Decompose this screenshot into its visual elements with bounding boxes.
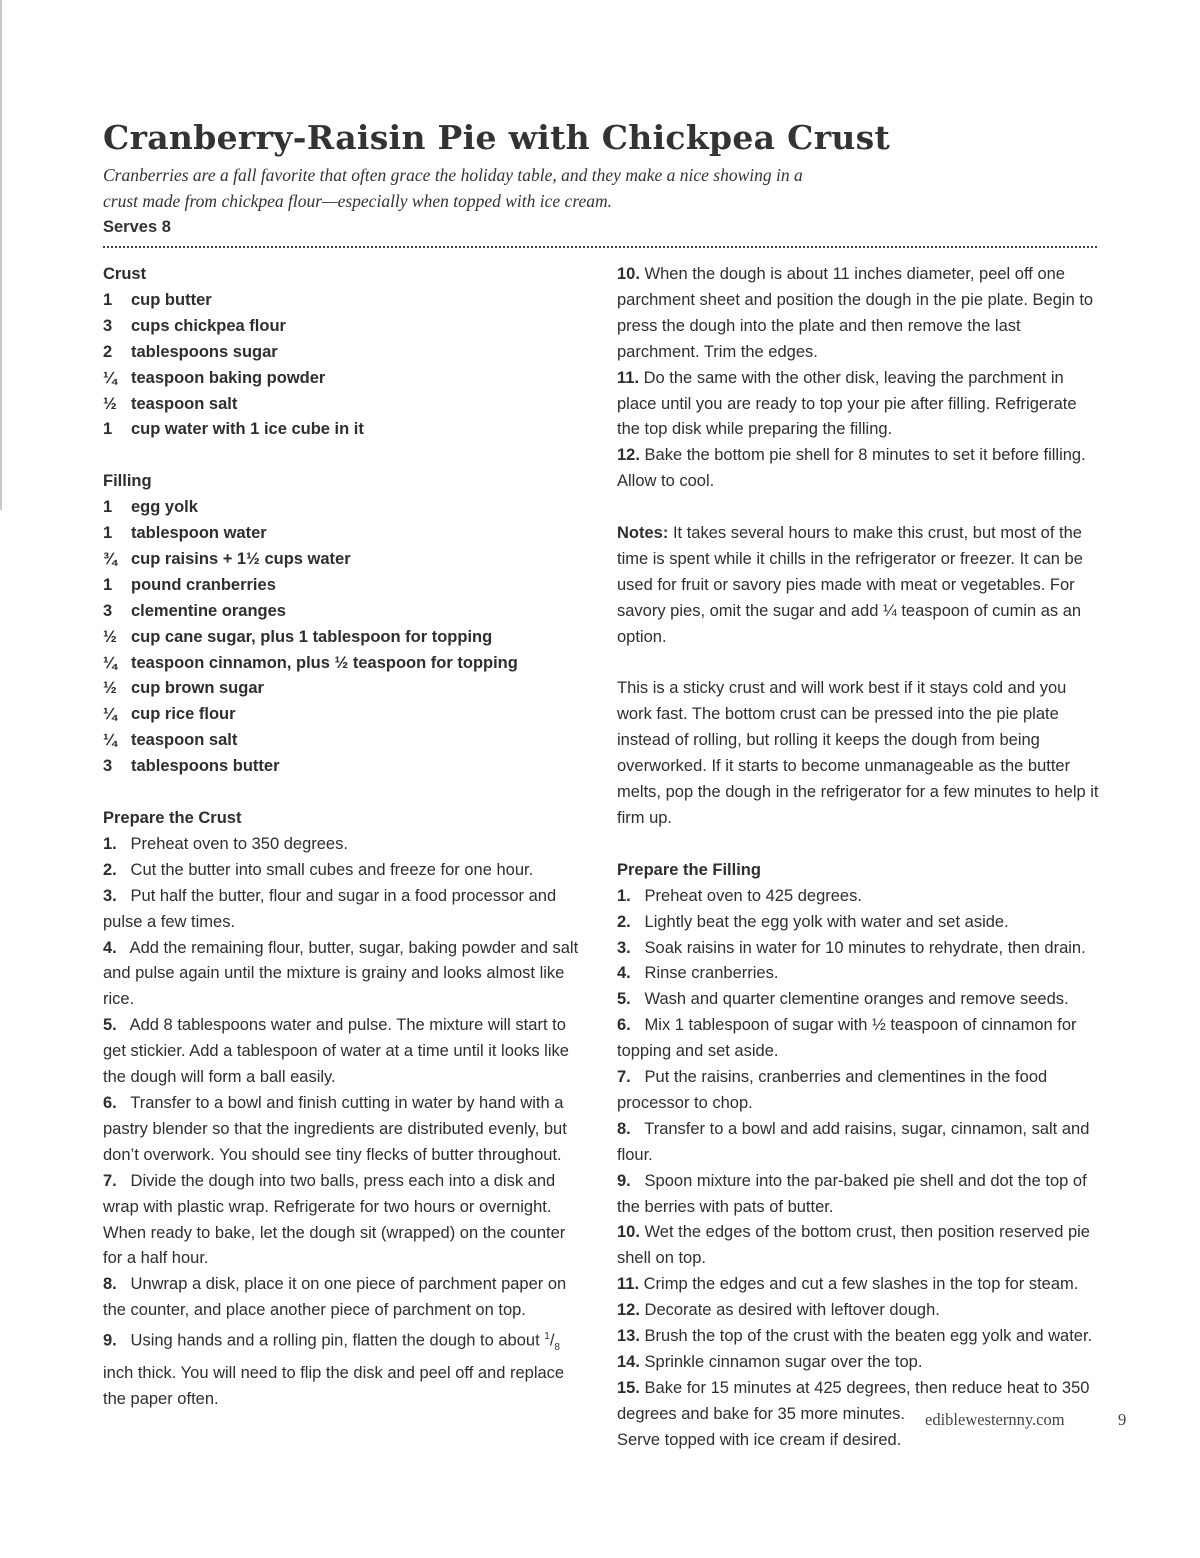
ingredient-qty: ¾ bbox=[103, 549, 117, 568]
step-text: Divide the dough into two balls, press each into a disk and wrap with plastic wrap. Refrigerate for two hours or overnight. When ready to bake, let the dough sit (wrapped) on the counter for a half hour. bbox=[103, 1171, 566, 1268]
ingredient-text: cup brown sugar bbox=[131, 679, 264, 698]
filling-step bbox=[617, 1220, 1102, 1272]
step-text: Mix 1 tablespoon of sugar with ½ teaspoon of cinnamon for topping and set aside. bbox=[617, 1016, 1077, 1061]
ingredient-qty: ¼ bbox=[103, 368, 117, 387]
step-number: 5. bbox=[103, 1016, 117, 1035]
filling-step bbox=[617, 1350, 1102, 1376]
step-text: Put the raisins, cranberries and clementines in the food processor to chop. bbox=[617, 1068, 1048, 1112]
ingredient-row bbox=[103, 599, 588, 625]
ingredient-row bbox=[103, 288, 588, 314]
crust-step bbox=[103, 1272, 588, 1324]
prepare-crust-heading: Prepare the Crust bbox=[103, 809, 242, 827]
ingredient-text: tablespoon water bbox=[131, 524, 267, 543]
footer-website: ediblewesternny.com bbox=[925, 1410, 1065, 1429]
step-text: Transfer to a bowl and finish cutting in water by hand with a pastry blender so that the ingredients are distributed evenly, but don’t overwork. You should see tiny flecks of butter throughout. bbox=[103, 1093, 567, 1164]
filling-step bbox=[617, 884, 1102, 910]
ingredient-qty: 3 bbox=[103, 601, 113, 620]
ingredient-qty: 3 bbox=[103, 757, 113, 776]
ingredient-qty: 1 bbox=[103, 420, 113, 439]
step-number: 13. bbox=[617, 1327, 640, 1346]
step-text: Using hands and a rolling pin, flatten the dough to about bbox=[130, 1331, 540, 1350]
crust-step bbox=[103, 858, 588, 884]
step-text: Add the remaining flour, butter, sugar, baking powder and salt and pulse again until the mixture is grainy and looks almost like rice. bbox=[103, 938, 579, 1009]
crust-step bbox=[103, 1091, 588, 1169]
step-number: 7. bbox=[617, 1068, 631, 1087]
ingredient-row bbox=[103, 417, 588, 443]
step-number: 12. bbox=[617, 1301, 640, 1320]
filling-step bbox=[617, 1169, 1102, 1221]
ingredient-row bbox=[103, 314, 588, 340]
ingredient-qty: ¼ bbox=[103, 653, 117, 672]
ingredient-text: clementine oranges bbox=[131, 601, 286, 620]
ingredient-text: cups chickpea flour bbox=[131, 316, 286, 335]
ingredient-qty: ½ bbox=[103, 394, 117, 413]
step-text: Unwrap a disk, place it on one piece of parchment paper on the counter, and place another piece of parchment on top. bbox=[103, 1275, 567, 1320]
ingredient-qty: 1 bbox=[103, 290, 113, 309]
crust-step bbox=[103, 884, 588, 936]
ingredient-qty: 1 bbox=[103, 575, 113, 594]
ingredient-text: teaspoon salt bbox=[131, 731, 238, 750]
step-number: 11. bbox=[617, 368, 640, 387]
crust-step bbox=[103, 832, 588, 858]
filling-step bbox=[617, 910, 1102, 936]
step-number: 4. bbox=[103, 938, 117, 957]
notes-label: Notes: bbox=[617, 524, 669, 543]
step-number: 4. bbox=[617, 964, 631, 983]
ingredient-text: cup water with 1 ice cube in it bbox=[131, 420, 364, 439]
step-number: 6. bbox=[103, 1093, 117, 1112]
step-text: Spoon mixture into the par-baked pie shell and dot the top of the berries with pats of butter. bbox=[617, 1171, 1087, 1216]
prepare-filling-heading: Prepare the Filling bbox=[617, 860, 761, 879]
crust-step bbox=[103, 1013, 588, 1091]
filling-step bbox=[617, 1298, 1102, 1324]
step-text: Crimp the edges and cut a few slashes in the top for steam. bbox=[643, 1275, 1079, 1294]
step-number: 5. bbox=[617, 990, 631, 1009]
notes-paragraph bbox=[617, 521, 1102, 651]
ingredient-text: cup raisins + 1½ cups water bbox=[131, 549, 351, 568]
ingredient-qty: 2 bbox=[103, 342, 113, 361]
ingredient-row bbox=[103, 702, 588, 728]
step-text: Wash and quarter clementine oranges and remove seeds. bbox=[644, 990, 1069, 1009]
step-text: Put half the butter, flour and sugar in a food processor and pulse a few times. bbox=[103, 886, 557, 931]
step-number: 15. bbox=[617, 1378, 640, 1397]
ingredient-qty: 1 bbox=[103, 498, 113, 517]
crust-heading: Crust bbox=[103, 265, 147, 283]
filling-step bbox=[617, 1117, 1102, 1169]
step-text: Preheat oven to 425 degrees. bbox=[644, 886, 862, 905]
page-number: 9 bbox=[1118, 1410, 1127, 1429]
step-number: 8. bbox=[103, 1275, 117, 1294]
ingredient-text: cup rice flour bbox=[131, 705, 236, 724]
step-number: 9. bbox=[617, 1171, 631, 1190]
recipe-serves: Serves 8 bbox=[103, 218, 171, 236]
filling-step bbox=[617, 987, 1102, 1013]
ingredient-qty: ½ bbox=[103, 627, 117, 646]
ingredient-row bbox=[103, 521, 588, 547]
crust-step bbox=[103, 936, 588, 1014]
ingredient-text: teaspoon baking powder bbox=[131, 368, 326, 387]
recipe-header bbox=[103, 118, 1103, 240]
step-number: 10. bbox=[617, 265, 640, 283]
step-text: Transfer to a bowl and add raisins, sugar, cinnamon, salt and flour. bbox=[617, 1119, 1090, 1164]
crust-step bbox=[617, 443, 1102, 495]
ingredient-text: teaspoon salt bbox=[131, 394, 238, 413]
step-number: 7. bbox=[103, 1171, 117, 1190]
ingredient-row bbox=[103, 392, 588, 418]
crust-step bbox=[617, 366, 1102, 444]
step-text: Wet the edges of the bottom crust, then position reserved pie shell on top. bbox=[617, 1223, 1090, 1268]
ingredient-qty: ¼ bbox=[103, 731, 117, 750]
ingredient-text: tablespoons sugar bbox=[131, 342, 278, 361]
filling-step bbox=[617, 1272, 1102, 1298]
filling-step bbox=[617, 1013, 1102, 1065]
ingredient-qty: 3 bbox=[103, 316, 113, 335]
step-text: Decorate as desired with leftover dough. bbox=[644, 1301, 940, 1320]
recipe-intro: Cranberries are a fall favorite that often grace the holiday table, and they make a nice showing in a crust made from chickpea flour—especially when topped with ice cream. bbox=[103, 165, 803, 211]
page-edge-line bbox=[0, 0, 2, 510]
ingredient-text: teaspoon cinnamon, plus ½ teaspoon for topping bbox=[131, 653, 518, 672]
ingredient-text: cup cane sugar, plus 1 tablespoon for topping bbox=[131, 627, 493, 646]
filling-step bbox=[617, 1324, 1102, 1350]
ingredient-text: tablespoons butter bbox=[131, 757, 280, 776]
crust-step bbox=[103, 1169, 588, 1273]
fraction-denominator: 8 bbox=[554, 1341, 560, 1353]
step-text: Bake the bottom pie shell for 8 minutes to set it before filling. Allow to cool. bbox=[617, 446, 1086, 491]
crust-step bbox=[617, 262, 1102, 366]
right-column bbox=[617, 262, 1102, 1454]
step-text: Sprinkle cinnamon sugar over the top. bbox=[644, 1353, 923, 1372]
step-number: 1. bbox=[617, 886, 631, 905]
step-number: 3. bbox=[617, 938, 631, 957]
step-number: 12. bbox=[617, 446, 640, 465]
ingredient-text: pound cranberries bbox=[131, 575, 276, 594]
step-text: Lightly beat the egg yolk with water and set aside. bbox=[644, 912, 1009, 931]
ingredient-row bbox=[103, 573, 588, 599]
serving-note: Serve topped with ice cream if desired. bbox=[617, 1430, 902, 1449]
crust-step: 9. Using hands and a rolling pin, flatten the dough to about $^1/_8$ inch thick. You will need to flip the disk and peel off and replace the paper often. bbox=[103, 1331, 565, 1408]
step-number: 6. bbox=[617, 1016, 631, 1035]
step-text: Cut the butter into small cubes and freeze for one hour. bbox=[130, 860, 534, 879]
ingredient-row bbox=[103, 728, 588, 754]
ingredient-row bbox=[103, 625, 588, 651]
filling-step bbox=[617, 936, 1102, 962]
step-number: 14. bbox=[617, 1353, 640, 1372]
step-number: 1. bbox=[103, 834, 117, 853]
step-number: 2. bbox=[103, 860, 117, 879]
step-text: Bake for 15 minutes at 425 degrees, then reduce heat to 350 degrees and bake for 35 more minutes. bbox=[617, 1378, 1090, 1423]
step-text: Brush the top of the crust with the beaten egg yolk and water. bbox=[644, 1327, 1093, 1346]
ingredient-text: cup butter bbox=[131, 290, 212, 309]
step-text: Do the same with the other disk, leaving the parchment in place until you are ready to top your pie after filling. Refrigerate the top disk while preparing the filling. bbox=[617, 368, 1077, 439]
step-text: Add 8 tablespoons water and pulse. The mixture will start to get stickier. Add a tablespoon of water at a time until it looks like the dough will form a ball easily. bbox=[103, 1016, 569, 1087]
ingredient-row bbox=[103, 651, 588, 677]
filling-step bbox=[617, 961, 1102, 987]
ingredient-row bbox=[103, 340, 588, 366]
ingredient-text: egg yolk bbox=[131, 498, 198, 517]
step-number: 9. bbox=[103, 1331, 117, 1350]
step-text: Soak raisins in water for 10 minutes to rehydrate, then drain. bbox=[644, 938, 1086, 957]
filling-heading: Filling bbox=[103, 472, 152, 491]
ingredient-row bbox=[103, 366, 588, 392]
step-text-cont: inch thick. You will need to flip the disk and peel off and replace the paper often. bbox=[103, 1363, 565, 1408]
ingredient-qty: ¼ bbox=[103, 705, 117, 724]
step-number: 8. bbox=[617, 1119, 631, 1138]
step-text: Rinse cranberries. bbox=[644, 964, 779, 983]
ingredient-row bbox=[103, 676, 588, 702]
step-number: 11. bbox=[617, 1275, 640, 1294]
left-column bbox=[103, 262, 588, 1413]
fraction-numerator: 1 bbox=[544, 1331, 550, 1343]
ingredient-row bbox=[103, 495, 588, 521]
ingredient-qty: ½ bbox=[103, 679, 117, 698]
ingredient-qty: 1 bbox=[103, 524, 113, 543]
step-number: 3. bbox=[103, 886, 117, 905]
step-text: Preheat oven to 350 degrees. bbox=[130, 834, 348, 853]
ingredient-row bbox=[103, 547, 588, 573]
step-number: 10. bbox=[617, 1223, 640, 1242]
ingredient-row bbox=[103, 754, 588, 780]
step-number: 2. bbox=[617, 912, 631, 931]
dotted-divider bbox=[103, 246, 1097, 248]
notes-paragraph-2: This is a sticky crust and will work best if it stays cold and you work fast. The bottom crust can be pressed into the pie plate instead of rolling, but rolling it keeps the dough from being overworked. If it starts to become unmanageable as the butter melts, pop the dough in the refrigerator for a few minutes to help it firm up. bbox=[617, 679, 1099, 827]
recipe-title: Cranberry-Raisin Pie with Chickpea Crust bbox=[103, 118, 891, 157]
notes-text: It takes several hours to make this crust, but most of the time is spent while it chills in the refrigerator or freezer. It can be used for fruit or savory pies made with meat or vegetables. For savory pies, omit the sugar and add ¼ teaspoon of cumin as an option. bbox=[617, 524, 1083, 646]
filling-step bbox=[617, 1065, 1102, 1117]
step-text: When the dough is about 11 inches diameter, peel off one parchment sheet and position the dough in the pie plate. Begin to press the dough into the plate and then remove the last parchment. Trim the edges. bbox=[617, 265, 1094, 361]
